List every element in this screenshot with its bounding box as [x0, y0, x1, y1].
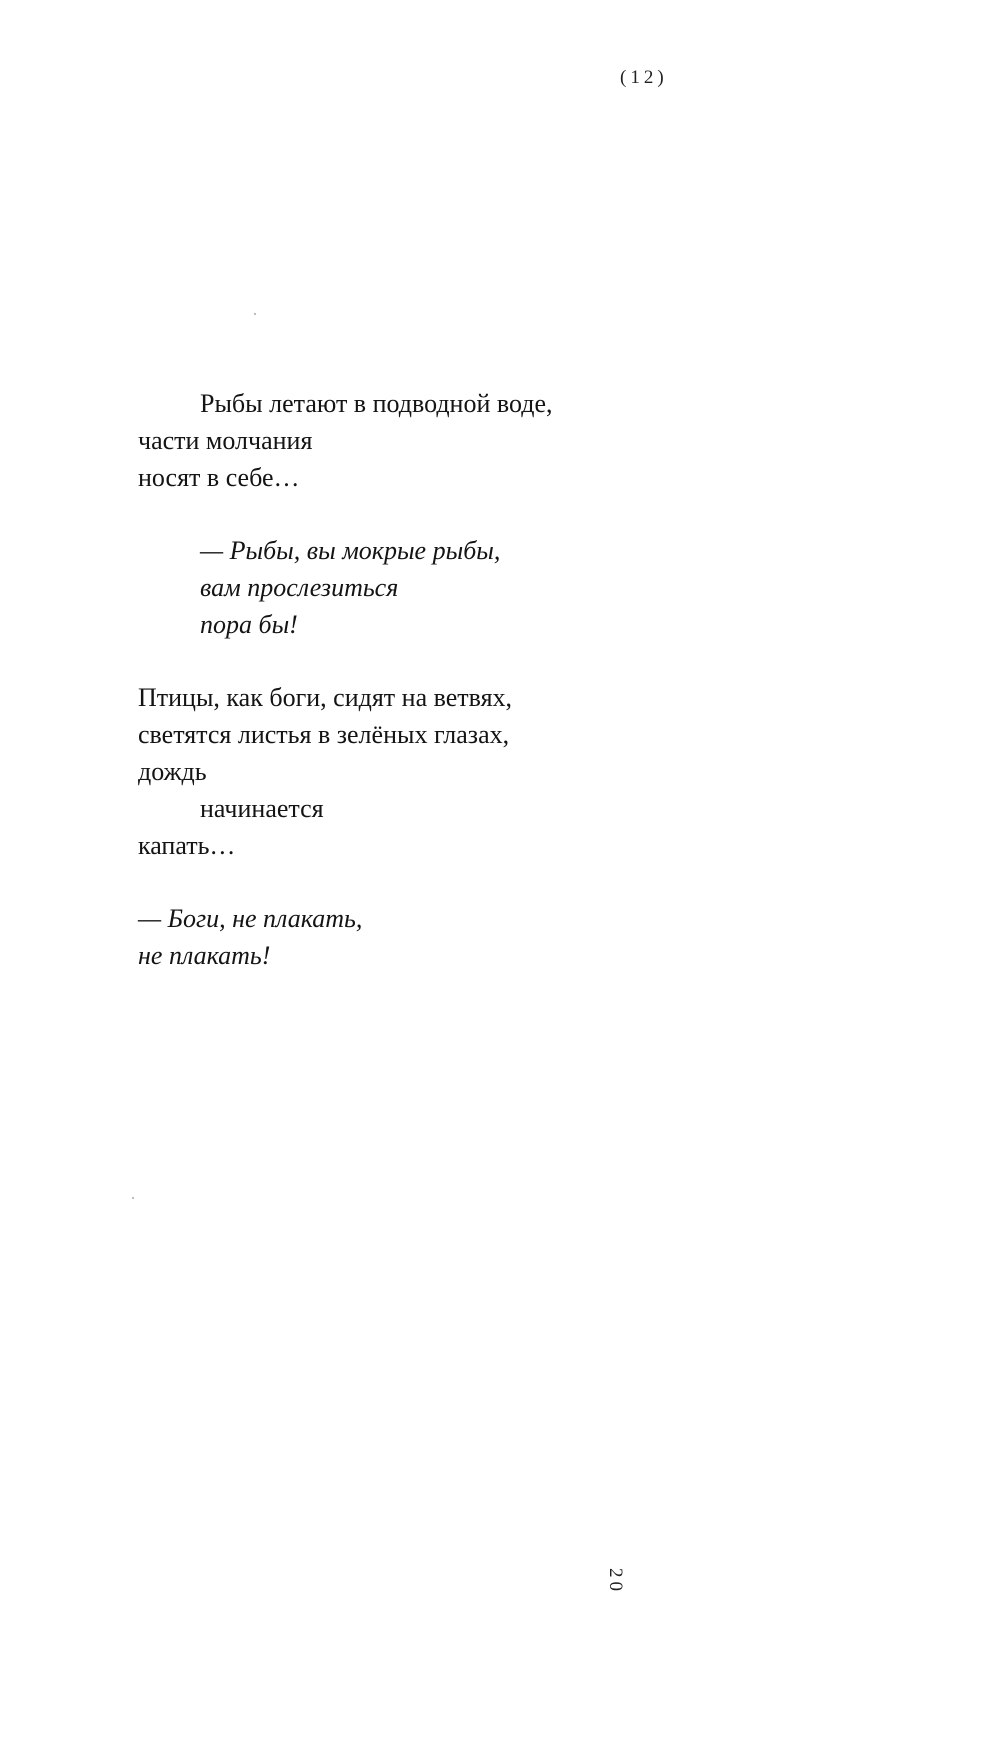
- stanza-gap: [138, 864, 553, 900]
- poem: [138, 385, 553, 974]
- poem-line-italic: — Рыбы, вы мокрые рыбы,: [200, 536, 501, 565]
- poem-line-italic: пора бы!: [200, 610, 298, 639]
- poem-line: светятся листья в зелёных глазах,: [138, 720, 510, 749]
- page-number: 20: [605, 1568, 626, 1595]
- poem-line-italic: вам прослезиться: [200, 573, 399, 602]
- poem-line-italic: — Боги, не плакать,: [138, 904, 363, 933]
- stanza-gap: [138, 496, 553, 532]
- poem-line: дождь: [138, 757, 207, 786]
- poem-line: капать…: [138, 831, 236, 860]
- poem-line: носят в себе…: [138, 463, 300, 492]
- section-number: (12): [620, 67, 668, 88]
- poem-line: Птицы, как боги, сидят на ветвях,: [138, 683, 513, 712]
- poem-line: части молчания: [138, 426, 313, 455]
- page-speck: [254, 313, 256, 315]
- poem-line: Рыбы летают в подводной воде,: [200, 389, 553, 418]
- page-speck: [132, 1197, 134, 1199]
- stanza-gap: [138, 643, 553, 679]
- poem-line-italic: не плакать!: [138, 941, 271, 970]
- poem-line: начинается: [200, 794, 324, 823]
